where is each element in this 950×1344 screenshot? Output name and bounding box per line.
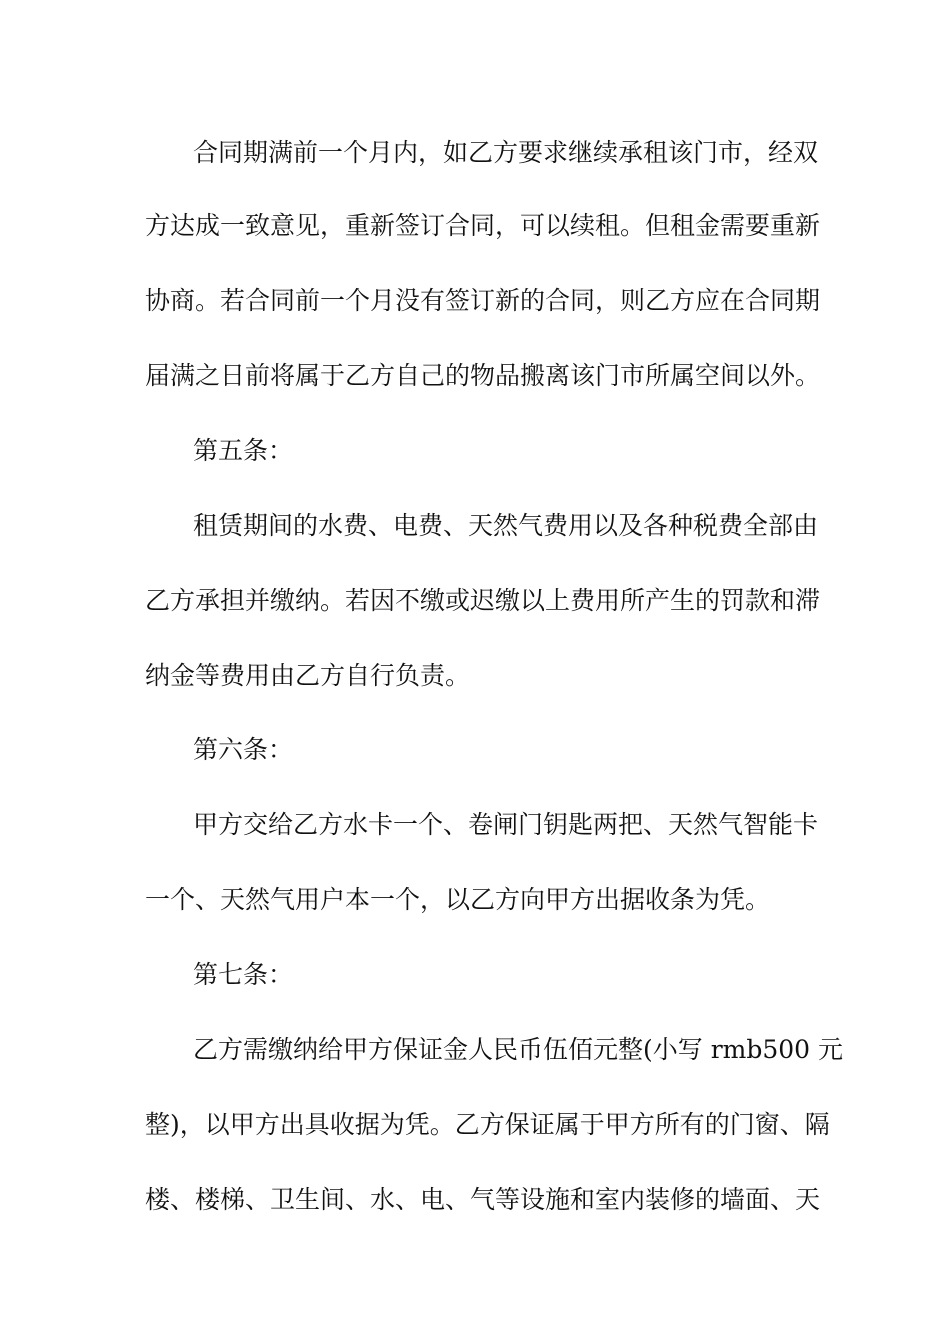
paragraph-line: 甲方交给乙方水卡一个、卷闸门钥匙两把、天然气智能卡 [193,810,819,839]
article-heading-6: 第六条： [193,735,294,764]
paragraph-line: 整)，以甲方出具收据为凭。乙方保证属于甲方所有的门窗、隔 [145,1110,830,1139]
paragraph-line: 方达成一致意见，重新签订合同，可以续租。但租金需要重新 [145,211,821,240]
paragraph-line: 乙方需缴纳给甲方保证金人民币伍佰元整(小写 rmb500 元 [193,1035,844,1064]
paragraph-line: 租赁期间的水费、电费、天然气费用以及各种税费全部由 [193,511,819,540]
paragraph-line: 届满之日前将属于乙方自己的物品搬离该门市所属空间以外。 [145,361,821,390]
article-heading-5: 第五条： [193,436,294,465]
paragraph-line: 乙方承担并缴纳。若因不缴或迟缴以上费用所产生的罚款和滞 [145,586,821,615]
paragraph-line: 纳金等费用由乙方自行负责。 [145,661,471,690]
paragraph-line: 合同期满前一个月内，如乙方要求继续承租该门市，经双 [193,138,819,167]
article-heading-7: 第七条： [193,960,294,989]
paragraph-line: 一个、天然气用户本一个，以乙方向甲方出据收条为凭。 [145,885,771,914]
paragraph-line: 协商。若合同前一个月没有签订新的合同，则乙方应在合同期 [145,286,821,315]
paragraph-line: 楼、楼梯、卫生间、水、电、气等设施和室内装修的墙面、天 [145,1185,821,1214]
